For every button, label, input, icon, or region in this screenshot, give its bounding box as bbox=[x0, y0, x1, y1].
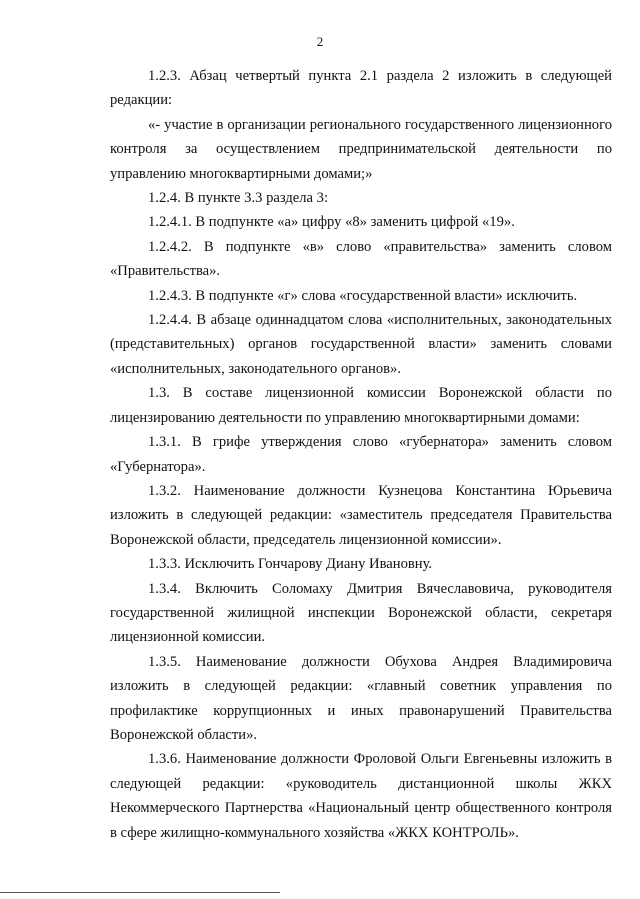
paragraph-1-3-3: 1.3.3. Исключить Гончарову Диану Ивановну. bbox=[148, 556, 433, 573]
paragraph-quote-participation: «- участие в организации регионального государственного лицензионного контроля за осуществлением предпринимательской деятельности по управлению многоквартирными домами;» bbox=[110, 116, 612, 182]
paragraph-1-3-2: 1.3.2. Наименование должности Кузнецова Константина Юрьевича изложить в следующей редакции: «заместитель председателя Правительства Воронежской области, председатель лицензионной комиссии». bbox=[110, 482, 612, 548]
paragraph-1-2-4-4: 1.2.4.4. В абзаце одиннадцатом слова «исполнительных, законодательных (представительных) органов государственной власти» заменить словами «исполнительных, законодательного органов». bbox=[110, 312, 612, 377]
paragraph-1-2-3: 1.2.3. Абзац четвертый пункта 2.1 раздела 2 изложить в следующей редакции: bbox=[110, 68, 612, 109]
page-number: 2 bbox=[316, 34, 324, 49]
paragraph-1-3-4: 1.3.4. Включить Соломаху Дмитрия Вячеславовича, руководителя государственной жилищной инспекции Воронежской области, секретаря лицензионной комиссии. bbox=[110, 580, 612, 646]
paragraph-1-3-6: 1.3.6. Наименование должности Фроловой Ольги Евгеньевны изложить в следующей редакции: «руководитель дистанционной школы ЖКХ Некоммерческого Партнерства «Национальный центр общественного контроля в сфере жилищно-коммунального хозяйства «ЖКХ КОНТРОЛЬ». bbox=[110, 751, 612, 841]
paragraph-1-2-4: 1.2.4. В пункте 3.3 раздела 3: bbox=[148, 190, 329, 207]
paragraph-1-3: 1.3. В составе лицензионной комиссии Воронежской области по лицензированию деятельности по управлению многоквартирными домами: bbox=[110, 385, 612, 426]
paragraph-1-2-4-1: 1.2.4.1. В подпункте «а» цифру «8» заменить цифрой «19». bbox=[148, 214, 515, 231]
document-body bbox=[110, 64, 612, 845]
scan-edge-line bbox=[0, 892, 280, 893]
paragraph-1-2-4-2: 1.2.4.2. В подпункте «в» слово «правительства» заменить словом «Правительства». bbox=[110, 238, 612, 280]
paragraph-1-3-1: 1.3.1. В грифе утверждения слово «губернатора» заменить словом «Губернатора». bbox=[110, 434, 612, 475]
paragraph-1-2-4-3: 1.2.4.3. В подпункте «г» слова «государственной власти» исключить. bbox=[148, 287, 578, 304]
paragraph-1-3-5: 1.3.5. Наименование должности Обухова Андрея Владимировича изложить в следующей редакции: «главный советник управления по профилактике коррупционных и иных правонарушений Правительства Воронежской области». bbox=[110, 653, 612, 743]
